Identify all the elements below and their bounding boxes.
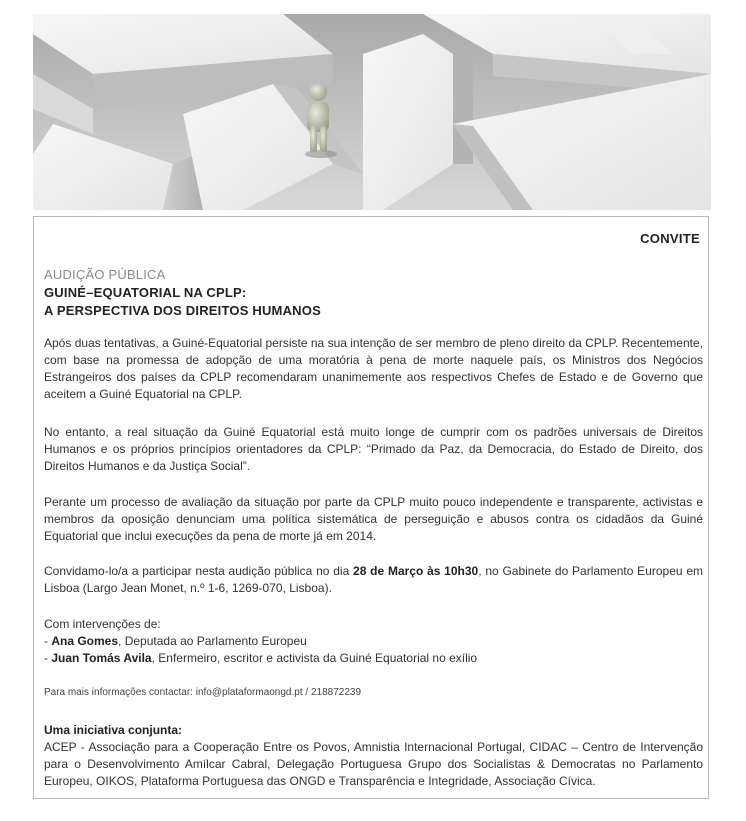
invitation-card [33,216,709,799]
speaker-item [44,650,703,667]
organizers-list: ACEP - Associação para a Cooperação Entre os Povos, Amnistia Internacional Portugal, CIDAC – Centro de Intervenção para o Desenvolvimento Amílcar Cabral, Delegação Portuguesa Grupo dos Socialistas & Democratas no Parlamento Europeu, OIKOS, Plataforma Portuguesa das ONGD e Transparência e Integridade, Associação Cívica. [44,740,703,788]
paragraph-intro: Após duas tentativas, a Guiné-Equatorial persiste na sua intenção de ser membro de pleno direito da CPLP. Recentemente, com base na promessa de adopção de uma moratória à pena de morte naquele país, os Ministros dos Negócios Estrangeiros dos países da CPLP recomendaram unanimemente aos respectivos Chefes de Estado e de Governo que aceitem a Guiné Equatorial na CPLP. [44,336,703,401]
speaker-role: , Enfermeiro, escritor e activista da Guiné Equatorial no exílio [151,651,478,665]
speaker-prefix: - [44,634,52,648]
invitation-label: CONVITE [640,231,700,246]
maze-image [33,14,711,210]
event-title-line-2: A PERSPECTIVA DOS DIREITOS HUMANOS [44,303,321,318]
invitation-text-start: Convidamo-lo/a a participar nesta audição pública no dia [44,564,354,578]
speaker-item [44,633,703,650]
speaker-prefix: - [44,651,52,665]
event-title-line-1: GUINÉ–EQUATORIAL NA CPLP: [44,285,247,300]
speakers-heading: Com intervenções de: [44,617,161,631]
organizers-section [44,722,703,790]
event-date-time: 28 de Março às 10h30 [353,564,479,578]
paragraph-invitation [44,563,703,597]
paragraph-human-rights: No entanto, a real situação da Guiné Equatorial está muito longe de cumprir com os padrões universais de Direitos Humanos e os próprios princípios orientadores da CPLP: “Primado da Paz, da Democracia, do Estado de Direito, dos Direitos Humanos e da Justiça Social”. [44,425,703,473]
header-maze-illustration [33,14,711,210]
contact-info: Para mais informações contactar: info@plataformaongd.pt / 218872239 [44,687,362,698]
speaker-name: Juan Tomás Avila [51,651,152,665]
organizers-heading: Uma iniciativa conjunta: [44,723,183,737]
paragraph-evaluation: Perante um processo de avaliação da situação por parte da CPLP muito pouco independente e transparente, activistas e membros da oposição denunciam uma política sistemática de perseguição e abusos contra os cidadãos da Guiné Equatorial que inclui execuções da pena de morte já em 2014. [44,495,703,543]
speakers-section [44,616,703,667]
event-type: AUDIÇÃO PÚBLICA [44,267,166,282]
speaker-role: , Deputada ao Parlamento Europeu [118,634,307,648]
invitation-text-end: , no Gabinete do Parlamento Europeu em Lisboa (Largo Jean Monet, n.º 1-6, 1269-070, Lisboa). [44,564,704,595]
speaker-name: Ana Gomes [51,634,119,648]
